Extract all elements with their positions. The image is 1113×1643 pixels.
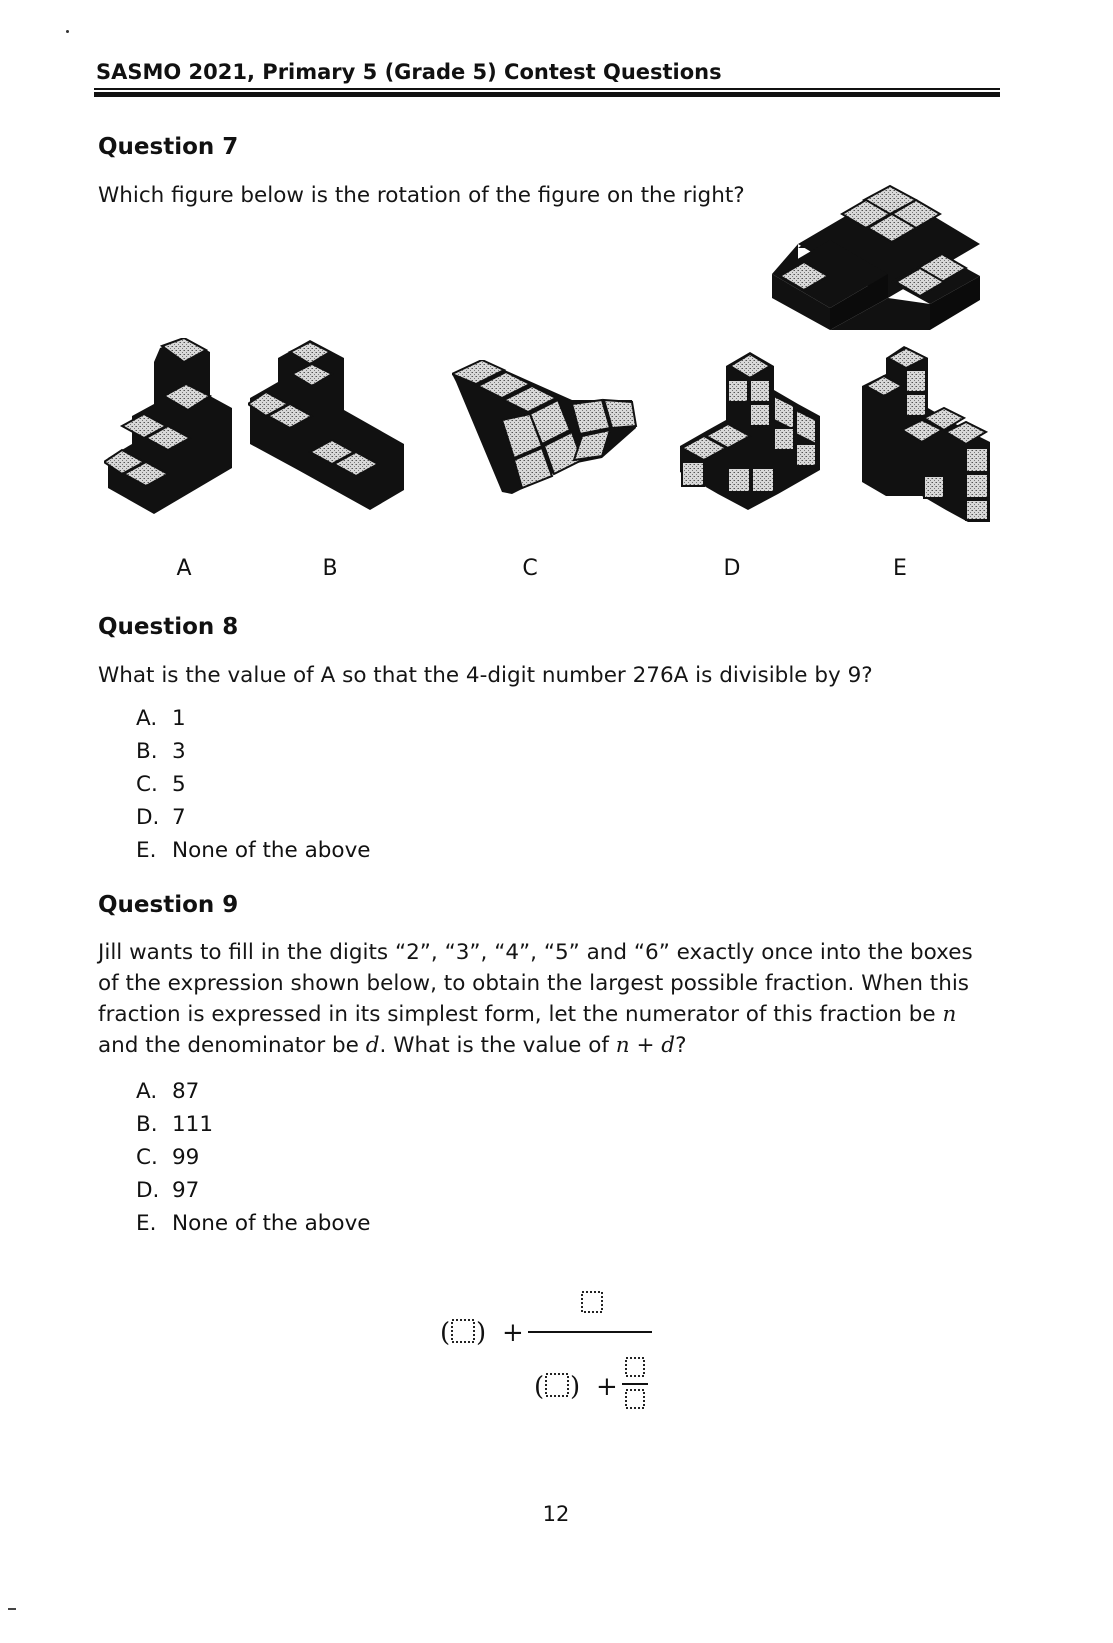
option-d-label: D <box>723 556 741 581</box>
svg-text:): ) <box>570 1372 581 1402</box>
question-9-option: A. 87 <box>136 1079 200 1104</box>
svg-text:(: ( <box>440 1318 451 1348</box>
option-c-figure <box>452 360 638 494</box>
question-8-option: B. 3 <box>136 739 186 764</box>
option-d-figure <box>678 344 828 510</box>
header-rule-thick <box>94 92 1000 97</box>
option-a-figure <box>104 338 234 516</box>
option-a-label: A <box>176 556 192 581</box>
svg-text:): ) <box>476 1318 487 1348</box>
question-9-option: E. None of the above <box>136 1211 371 1236</box>
svg-text:(: ( <box>534 1372 545 1402</box>
variable-d: d <box>365 1033 380 1058</box>
question-9-option: C. 99 <box>136 1145 200 1170</box>
expression-n-plus-d: n + d <box>615 1033 676 1058</box>
question-8-option: D. 7 <box>136 805 186 830</box>
option-b-label: B <box>322 556 338 581</box>
box-whole-1 <box>452 1320 474 1342</box>
question-8-text: What is the value of A so that the 4-digit number 276A is divisible by 9? <box>98 663 873 688</box>
option-b-figure <box>248 340 408 510</box>
option-e-figure <box>856 346 994 522</box>
question-9-option: B. 111 <box>136 1112 214 1137</box>
question-8-option: E. None of the above <box>136 838 371 863</box>
svg-text:+: + <box>502 1318 524 1348</box>
box-whole-2 <box>546 1374 568 1396</box>
box-numerator <box>582 1292 602 1312</box>
fraction-expression <box>430 1280 680 1420</box>
question-9-text: Jill wants to fill in the digits “2”, “3”, “4”, “5” and “6” exactly once into the boxes of the expression shown below, to obtain the largest possible fraction. When this fraction is expressed in its simplest form, let the numerator of this fraction be n and the denominator be d. What is the value of n + d? <box>98 940 973 1058</box>
option-e-label: E <box>893 556 907 581</box>
svg-text:+: + <box>596 1372 618 1402</box>
question-8-title: Question 8 <box>98 614 239 640</box>
reference-figure <box>770 182 992 330</box>
question-8-option: C. 5 <box>136 772 186 797</box>
page-number: 12 <box>542 1502 570 1526</box>
question-7-text: Which figure below is the rotation of the figure on the right? <box>98 183 745 208</box>
variable-n: n <box>942 1002 957 1027</box>
box-inner-denominator <box>626 1390 644 1408</box>
box-inner-numerator <box>626 1358 644 1376</box>
question-9-option: D. 97 <box>136 1178 200 1203</box>
scan-mark <box>8 1608 16 1610</box>
question-7-title: Question 7 <box>98 134 239 160</box>
page-header: SASMO 2021, Primary 5 (Grade 5) Contest Questions <box>96 60 722 84</box>
question-8-options <box>136 702 371 867</box>
question-9-options <box>136 1075 371 1240</box>
question-8-option: A. 1 <box>136 706 186 731</box>
option-c-label: C <box>522 556 538 581</box>
header-rule-thin <box>94 88 1000 90</box>
scan-speck <box>66 30 69 33</box>
question-9-title: Question 9 <box>98 892 239 918</box>
